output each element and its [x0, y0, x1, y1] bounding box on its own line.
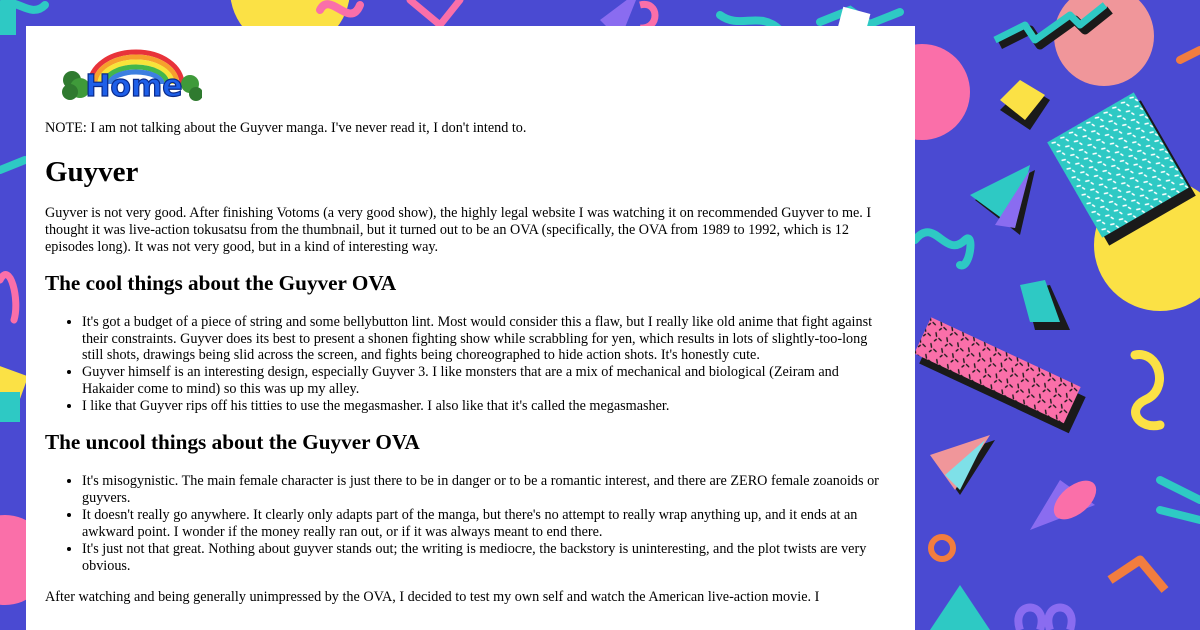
page-title: Guyver: [45, 155, 139, 188]
content-page: [26, 26, 915, 630]
intro-paragraph: Guyver is not very good. After finishing Votoms (a very good show), the highly legal website I was watching it on recommended Guyver to me. I thought it was live-action tokusatsu from the thumbnail, but it turned out to be an OVA (specifically, the OVA from 1989 to 1992, which is 12 episodes long). It was not very good, but in a kind of interesting way.: [45, 204, 872, 255]
home-label: Home: [85, 69, 183, 102]
uncool-things-heading: The uncool things about the Guyver OVA: [45, 430, 420, 455]
list-item: • It doesn't really go anywhere. It clearly only adapts part of the manga, but there's no attempt to really wrap anything up, and it ends at an awkward point. I wonder if the money really ran out, or if it was always meant to end there.: [82, 507, 891, 541]
list-item: • It's misogynistic. The main female character is just there to be in danger or to be a romantic interest, and there are ZERO female zoanoids or guyvers.: [82, 473, 891, 507]
list-item: • Guyver himself is an interesting design, especially Guyver 3. I like monsters that are a mix of mechanical and biological (Zeiram and Hakaider come to mind) so this was up my alley.: [82, 364, 891, 398]
closing-paragraph: After watching and being generally unimpressed by the OVA, I decided to test my own self and watch the American live-action movie. I: [45, 588, 820, 605]
uncool-things-list: [45, 473, 891, 574]
article: [45, 120, 891, 619]
list-item: • It's just not that great. Nothing about guyver stands out; the writing is mediocre, the backstory is uninteresting, and the plot twists are very obvious.: [82, 541, 891, 575]
home-link[interactable]: [62, 44, 202, 102]
cool-things-heading: The cool things about the Guyver OVA: [45, 270, 397, 295]
cool-things-list: [45, 314, 891, 415]
home-rainbow-banner-icon: [62, 44, 202, 102]
note-paragraph: NOTE: I am not talking about the Guyver manga. I've never read it, I don't intend to.: [45, 120, 527, 136]
list-item: • It's got a budget of a piece of string and some bellybutton lint. Most would consider this a flaw, but I really like old anime that fight against their constraints. Guyver does its best to present a shonen fighting show while scrabbling for yen, which results in lots of slightly-too-long still shots, drawings being slid across the screen, and fights being choreographed to hide action shots. It's honestly cute.: [82, 314, 891, 365]
list-item: • I like that Guyver rips off his titties to use the megasmasher. I also like that it's called the megasmasher.: [82, 398, 891, 415]
